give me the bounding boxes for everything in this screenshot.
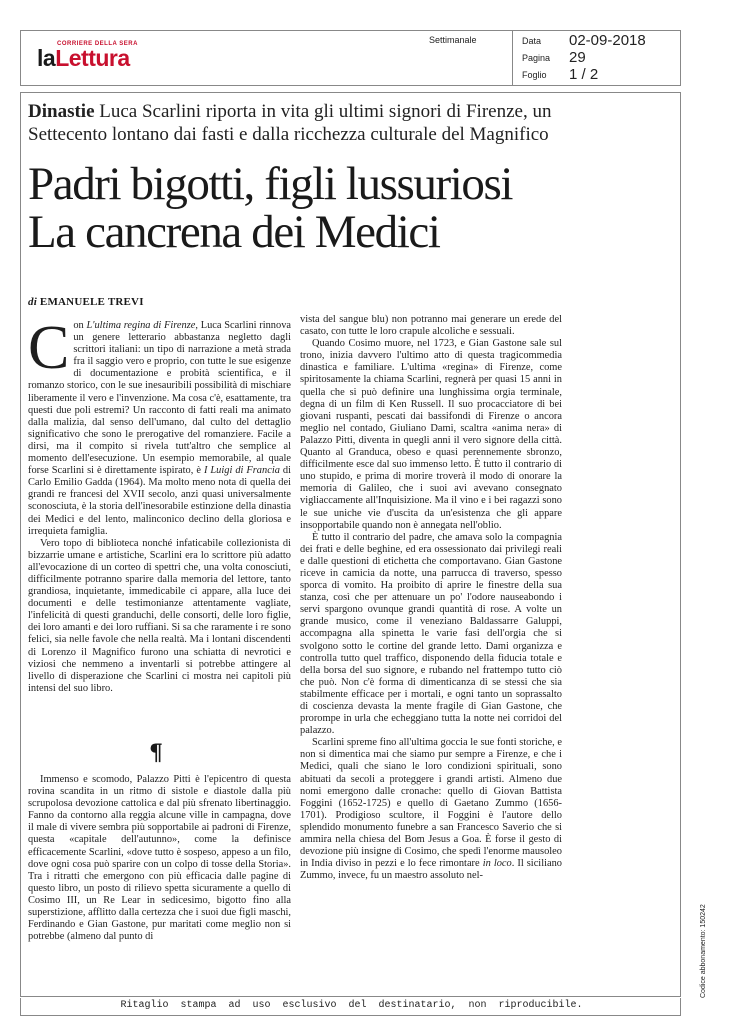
reproduction-notice: Ritaglio stampa ad uso esclusivo del destinatario, non riproducibile. [120,1000,583,1011]
kicker-label: Dinastie [28,101,95,122]
logo-title [37,45,130,72]
frequency-label: Settimanale [429,35,477,45]
paragraph-6-end: . Il siciliano Zummo, invece, fu un maestro assoluto nel- [300,858,562,882]
subscription-code: Codice abbonamento: 150242 [700,904,707,998]
drop-cap: C [28,314,70,382]
paragraph-6 [300,737,562,882]
paragraph-1 [28,314,292,538]
header-divider [512,31,513,85]
footer-notice-box [20,998,681,1016]
article-column-1-lower [28,774,291,943]
article-headline [28,160,668,256]
paragraph-4: Quando Cosimo muore, nel 1723, e Gian Gastone sale sul trono, inizia davvero l'ultimo atto di questa tragicommedia dinastica e familiare. L'ultima «regina» di Firenze, come spiritosamente la chiama Scarlini, regnerà per quasi 15 anni in quella che si può definire una lunghissima orgia terminale, degna di un film di Ken Russell. Il suo procacciatore di bei giovani ruspanti, pescati dai bassifondi di Firenze o ancora meglio nel contado, Giuliano Dami, scaltra «anima nera» di Palazzo Pitti, diventa in quegli anni il vero signore della città. Quanto al Granduca, obeso e quasi perennemente sbronzo, difficilmente esce dal suo immenso letto. È tutto il contrario di uno stupido, e prima di morire troverà il modo di onorare la memoria di Galileo, che i suoi avi avevano consegnato vigliaccamente all'Inquisizione. Ma il vino e i bei ragazzi sono le sue uniche vie d'uscita da un'esistenza che gli appare insopportabile quando non è annegata nell'oblio. [300,338,562,531]
logo-subtitle: CORRIERE DELLA SERA [57,41,138,47]
date-label: Data [522,36,542,46]
paragraph-6-start: Scarlini spreme fino all'ultima goccia le sue fonti storiche, e non si dimentica mai che siamo pur sempre a Firenze, e che i Medici, quali che siano le loro condizioni spirituali, sono abituati da secoli a proteggere i grandi artisti. Almeno due nomi emergono dalle cronache: quello di Giovan Battista Foggini (1652-1725) e quello di Gaetano Zummo (1656-1701). Prodigioso scultore, il Foggini è l'autore dello splendido monumento funebre a san Francesco Saverio che si ammira nella chiesa del Bom Jesus a Goa. È forse il gesto di devozione più insigne di Cosimo, che spedì l'enorme mausoleo in India diviso in pezzi e lo fece rimontare [300,737,562,870]
logo-la: la [37,45,56,71]
paragraph-3: Immenso e scomodo, Palazzo Pitti è l'epicentro di questa rovina scandita in un ritmo di sistole e diastole dalla più scrupolosa devozione cattolica e dal più sfrenato libertinaggio. Fanno da contorno alla reggia alcune ville in campagna, dove il male di vivere sembra più sopportabile ai padroni di Firenze, questa «capitale dell'autunno», come la definisce efficacemente Scarlini, «dove tutto è sospeso, appeso a un filo, dove ogni cosa può sparire con un colpo di tosse della Storia». Tra i ritratti che emergono con più efficacia dalle pagine di questo libro, un posto di rilievo spetta sicuramente a quello di Cosimo III, un Re Lear in sedicesimo, bigotto fino alla superstizione, afflitto dalla certezza che i suoi due figli maschi, Ferdinando e Gian Gastone, pur maritati come meglio non si potrebbe (almeno dal punto di [28,774,291,943]
book-title: L'ultima regina di Firenze [86,320,196,331]
date-value: 02-09-2018 [569,32,646,49]
headline-line-2: La cancrena dei Medici [28,206,440,258]
clipping-header [20,30,681,86]
byline-prefix: di [28,296,37,308]
page-value: 29 [569,49,586,66]
paragraph-2: Vero topo di biblioteca nonché infaticabile collezionista di bizzarrie umane e artistiche, Scarlini era lo scrittore più adatto all'evocazione di un corteo di spettri che, una volta conosciuti, difficilmente potranno sparire dalla memoria del lettore, tanto grandiosa, inquietante, immedicabile ci appare, alla luce dei documenti e delle testimonianze attentamente vagliate, l'infelicità di questi granduchi, delle consorti, delle loro figlie, dei loro amanti e dei loro ruffiani. Si sa che raramente i re sono felici, sia nelle favole che nella realtà. Ma i lontani discendenti di Lorenzo il Magnifico furono una schiatta di nevrotici e viziosi che nemmeno a inventarli si potrebbe attingere al livello di disperazione che Scarlini ci mostra nei capitoli più intensi del suo libro. [28,537,291,694]
article-column-2 [300,314,562,882]
in-loco-italic: in loco [482,858,512,870]
paragraph-1-end: di Carlo Emilio Gadda (1964). Ma molto meno nota di quella dei grandi re francesi del XVII secolo, anzi quasi universalmente sconosciuta, è la storia dell'inesorabile estinzione della dinastia dei Medici e del lento, malinconico declino della gloriosa e irrequieta famiglia. [28,465,291,537]
article-kicker [28,100,628,146]
sheet-label: Foglio [522,70,547,80]
paragraph-1-start: on [73,320,87,331]
article-column-1 [28,314,292,695]
page-label: Pagina [522,53,551,63]
kicker-text: Luca Scarlini riporta in vita gli ultimi signori di Firenze, un Settecento lontano dai fasti e dalla ricchezza culturale del Magnifico [28,101,552,145]
section-pilcrow: ¶ [149,740,163,766]
paragraph-1-body: , Luca Scarlini rinnova un genere letterario abbastanza negletto dagli scrittori italiani: un tipo di narrazione a metà strada fra il saggio vero e proprio, con tutte le sue esigenze di documentazione e probità scientifica, e il romanzo storico, con le sue inesauribili possibilità di mischiare liberamente il vero e l'invenzione. Ma cosa c'è, esattamente, tra questi due poli estremi? Un racconto di fatti reali ma animato dalla malizia, dal senso dell'umano, dal culto del dettaglio significativo che sono le prerogative del romanziere. Facile a dirsi, ma il compito si rivela tutt'altro che semplice al momento dell'esecuzione. Un esempio memorabile, al quale forse Scarlini si è direttamente ispirato, è [28,320,292,477]
logo-lettura: Lettura [55,45,130,71]
byline-author: EMANUELE TREVI [39,296,144,308]
paragraph-3-continued: vista del sangue blu) non potranno mai generare un erede del casato, con tutte le loro crapule alcoliche e sessuali. [300,314,562,338]
sheet-value: 1 / 2 [569,66,599,83]
byline [28,296,144,308]
headline-line-1: Padri bigotti, figli lussuriosi [28,158,513,210]
gadda-title: I Luigi di Francia [203,465,280,477]
paragraph-5: È tutto il contrario del padre, che amava solo la compagnia dei frati e delle beghine, ed era ossessionato dai privilegi reali e dalle questioni di etichetta che comportavano. Gian Gastone riceve in camicia da notte, una parrucca di traverso, spesso sporca di vomito. Ha proibito di aprire le finestre della sua stanza, così che per attenuare un po' l'odore nauseabondo i servi spargono ovunque grandi quantità di rose. A volte un grande musico, come il veneziano Baldassarre Galuppi, accompagna alla spinetta le varie fasi dell'orgia che si svolgono sotto le cortine del grande letto. Dami organizza e controlla tutto quel traffico, disponendo della fiducia totale e della borsa del suo signore, e rubando nel frattempo tutto ciò che può. Non c'è forma di dimenticanza di se stessi che sia stabilmente efficace per i mortali, e ogni tanto un soprassalto di coscienza devasta la mente fragile di Gian Gastone, che prorompe in urla che echeggiano tutta la notte nei corridoi del palazzo. [300,531,562,737]
